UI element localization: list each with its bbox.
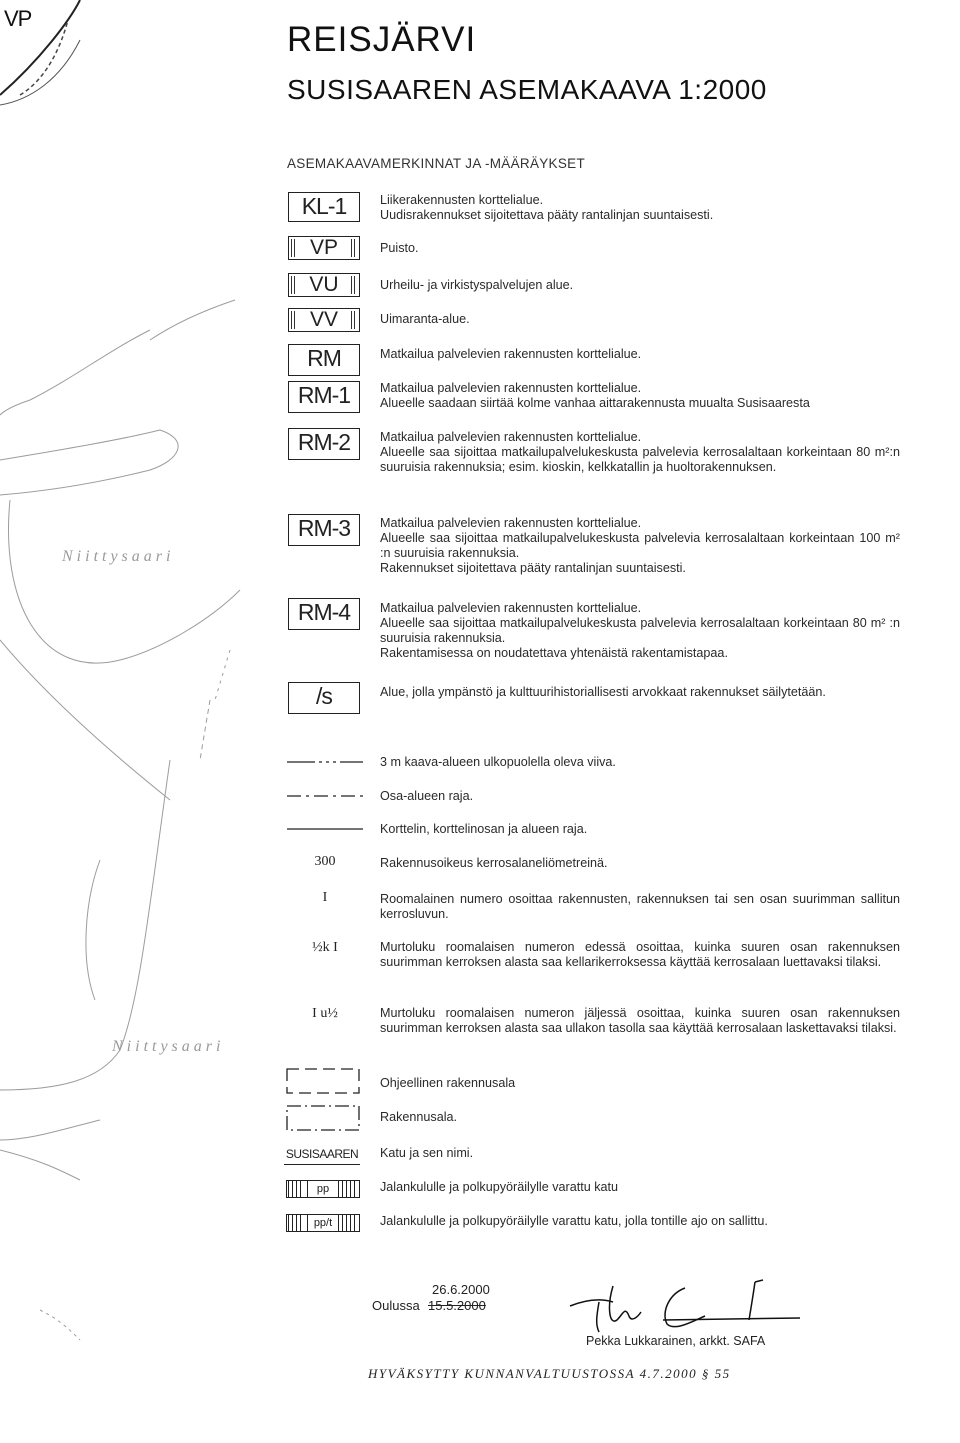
street-name-symbol: SUSISAAREN: [284, 1144, 360, 1165]
zone-description-rm3: [380, 516, 900, 576]
zone-code-s: /s: [288, 682, 360, 714]
zone-code-rm: RM: [288, 344, 360, 376]
line-legend-subarea: Osa-alueen raja.: [380, 789, 474, 803]
zone-desc-line: Alueelle saa sijoittaa matkailupalvelukeskusta palvelevia kerrosalaltaan korkeintaan 80 m²:n suuruisia rakennuksia; esim. kioskin, kelkkatallin ja huoltorakennuksen.: [380, 445, 900, 474]
zone-desc-line: Urheilu- ja virkistyspalvelujen alue.: [380, 278, 574, 292]
symbol-building-right: 300: [314, 854, 336, 869]
hatch-pattern: [342, 1215, 358, 1231]
legend-building-area: Rakennusala.: [380, 1110, 458, 1124]
hatch-pattern: [291, 276, 297, 294]
zone-desc-line: Rakentamisessa on noudatettava yhtenäistä rakentamistapaa.: [380, 646, 728, 660]
symbol-attic-fraction: I u½: [312, 1006, 338, 1021]
legend-floor-count: Roomalainen numero osoittaa rakennusten, rakennuksen tai sen osan suurimman sallitun kerrosluvun.: [380, 892, 900, 921]
hatch-pattern: [288, 1215, 304, 1231]
map-place-label: Niittysaari: [62, 548, 175, 565]
zone-desc-line: Matkailua palvelevien rakennusten korttelialue.: [380, 516, 642, 530]
zone-desc-line: Liikerakennusten korttelialue.: [380, 193, 544, 207]
page-title: REISJÄRVI: [287, 20, 477, 59]
line-legend-block: Korttelin, korttelinosan ja alueen raja.: [380, 822, 588, 836]
zone-desc-line: Uudisrakennukset sijoitettava pääty rantalinjan suuntaisesti.: [380, 208, 714, 222]
hatch-pattern: [288, 1181, 304, 1197]
zone-desc-line: Matkailua palvelevien rakennusten korttelialue.: [380, 430, 642, 444]
hatch-pattern: [342, 1181, 358, 1197]
zone-description-rm1: [380, 381, 900, 411]
line-legend-outside: 3 m kaava-alueen ulkopuolella oleva viiva.: [380, 755, 616, 769]
zone-code-rm4: RM-4: [288, 598, 360, 630]
zone-description-s: [380, 685, 900, 700]
zone-desc-line: Matkailua palvelevien rakennusten korttelialue.: [380, 381, 642, 395]
hatch-pattern: [291, 239, 297, 257]
zone-desc-line: Uimaranta-alue.: [380, 312, 470, 326]
zone-description-vp: [380, 241, 900, 256]
page-subtitle: SUSISAAREN ASEMAKAAVA 1:2000: [287, 74, 767, 105]
zone-code-vu: VU: [309, 273, 339, 296]
building-area-symbols: [284, 1066, 364, 1146]
zone-code-rm3: RM-3: [288, 514, 360, 546]
legend-guideline-building-area: Ohjeellinen rakennusala: [380, 1076, 516, 1090]
legend-pedestrian-street-plot-access: Jalankululle ja polkupyöräilylle varattu katu, jolla tontille ajo on sallittu.: [380, 1214, 768, 1228]
symbol-floor-count: I: [322, 890, 328, 905]
legend-basement-fraction: Murtoluku roomalaisen numeron edessä osoittaa, kuinka suuren osan rakennuksen suurimman kerroksen alasta saa kellarikerroksessa käyttää kerrosalaan luettavaksi tilaksi.: [380, 940, 900, 969]
legend-attic-fraction: Murtoluku roomalaisen numeron jäljessä osoittaa, kuinka suuren osan rakennuksen suurimman kerroksen alasta saa ullakon tasolla saa käyttää kerrosalaan laskettavaksi tilaksi.: [380, 1006, 900, 1035]
legend-pedestrian-street: Jalankululle ja polkupyöräilylle varattu katu: [380, 1180, 619, 1194]
signature-date: 26.6.2000: [432, 1282, 490, 1297]
zone-description-rm2: [380, 430, 900, 475]
zone-desc-line: Alueelle saa sijoittaa matkailupalvelukeskusta palvelevia kerrosalaltaan korkeintaan 100 m² :n suuruisia rakennuksia.: [380, 531, 900, 560]
zone-desc-line: Alueelle saadaan siirtää kolme vanhaa aittarakennusta muualta Susisaaresta: [380, 396, 810, 410]
zone-description-vv: [380, 312, 900, 327]
zone-desc-line: Rakennukset sijoitettava pääty rantalinjan suuntaisesti.: [380, 561, 686, 575]
zone-desc-line: Alue, jolla ympänstö ja kulttuurihistoriallisesti arvokkaat rakennukset säilytetään.: [380, 685, 826, 699]
legend-building-right: Rakennusoikeus kerrosalaneliömetreinä.: [380, 856, 608, 870]
symbol-basement-fraction: ½k I: [312, 940, 338, 955]
zone-symbol-vu: [288, 273, 360, 297]
zone-symbol-vp: [288, 236, 360, 260]
section-heading: ASEMAKAAVAMERKINNAT JA -MÄÄRÄYKSET: [287, 156, 586, 171]
handwritten-signature: [565, 1276, 825, 1340]
pedestrian-street-plot-code: pp/t: [307, 1215, 339, 1231]
zone-code-vv: VV: [309, 308, 338, 331]
hatch-pattern: [291, 311, 297, 329]
zone-description-rm4: [380, 601, 900, 661]
pedestrian-street-symbol: [286, 1180, 360, 1198]
struck-date: 15.5.2000: [428, 1298, 486, 1313]
approval-note: HYVÄKSYTTY KUNNANVALTUUSTOSSA 4.7.2000 § 55: [368, 1366, 731, 1381]
zone-symbol-vv: [288, 308, 360, 332]
zone-code-kl1: KL-1: [288, 192, 360, 222]
pedestrian-street-plot-access-symbol: [286, 1214, 360, 1232]
zone-description-rm: [380, 347, 900, 362]
signatory-name: Pekka Lukkarainen, arkkt. SAFA: [586, 1334, 766, 1348]
zone-description-vu: [380, 278, 900, 293]
line-symbols: [285, 755, 365, 845]
legend-street: Katu ja sen nimi.: [380, 1146, 474, 1160]
zone-desc-line: Matkailua palvelevien rakennusten korttelialue.: [380, 347, 642, 361]
zone-desc-line: Matkailua palvelevien rakennusten korttelialue.: [380, 601, 642, 615]
hatch-pattern: [351, 239, 357, 257]
zone-desc-line: Puisto.: [380, 241, 419, 255]
guideline-building-area-symbol: [287, 1069, 359, 1093]
pedestrian-street-code: pp: [307, 1181, 339, 1197]
zone-desc-line: Alueelle saa sijoittaa matkailupalvelukeskusta palvelevia kerrosalaltaan korkeintaan 80 m² :n suuruisia rakennuksia.: [380, 616, 900, 645]
zone-code-vp: VP: [309, 236, 338, 259]
corner-zone-label: VP: [4, 6, 32, 31]
zone-code-rm1: RM-1: [288, 381, 360, 413]
hatch-pattern: [351, 311, 357, 329]
map-place-label: Niittysaari: [112, 1038, 225, 1055]
building-area-symbol: [287, 1106, 359, 1130]
hatch-pattern: [351, 276, 357, 294]
signature-place: Oulussa: [372, 1298, 420, 1313]
zone-code-rm2: RM-2: [288, 428, 360, 460]
zone-description-kl1: [380, 193, 900, 223]
